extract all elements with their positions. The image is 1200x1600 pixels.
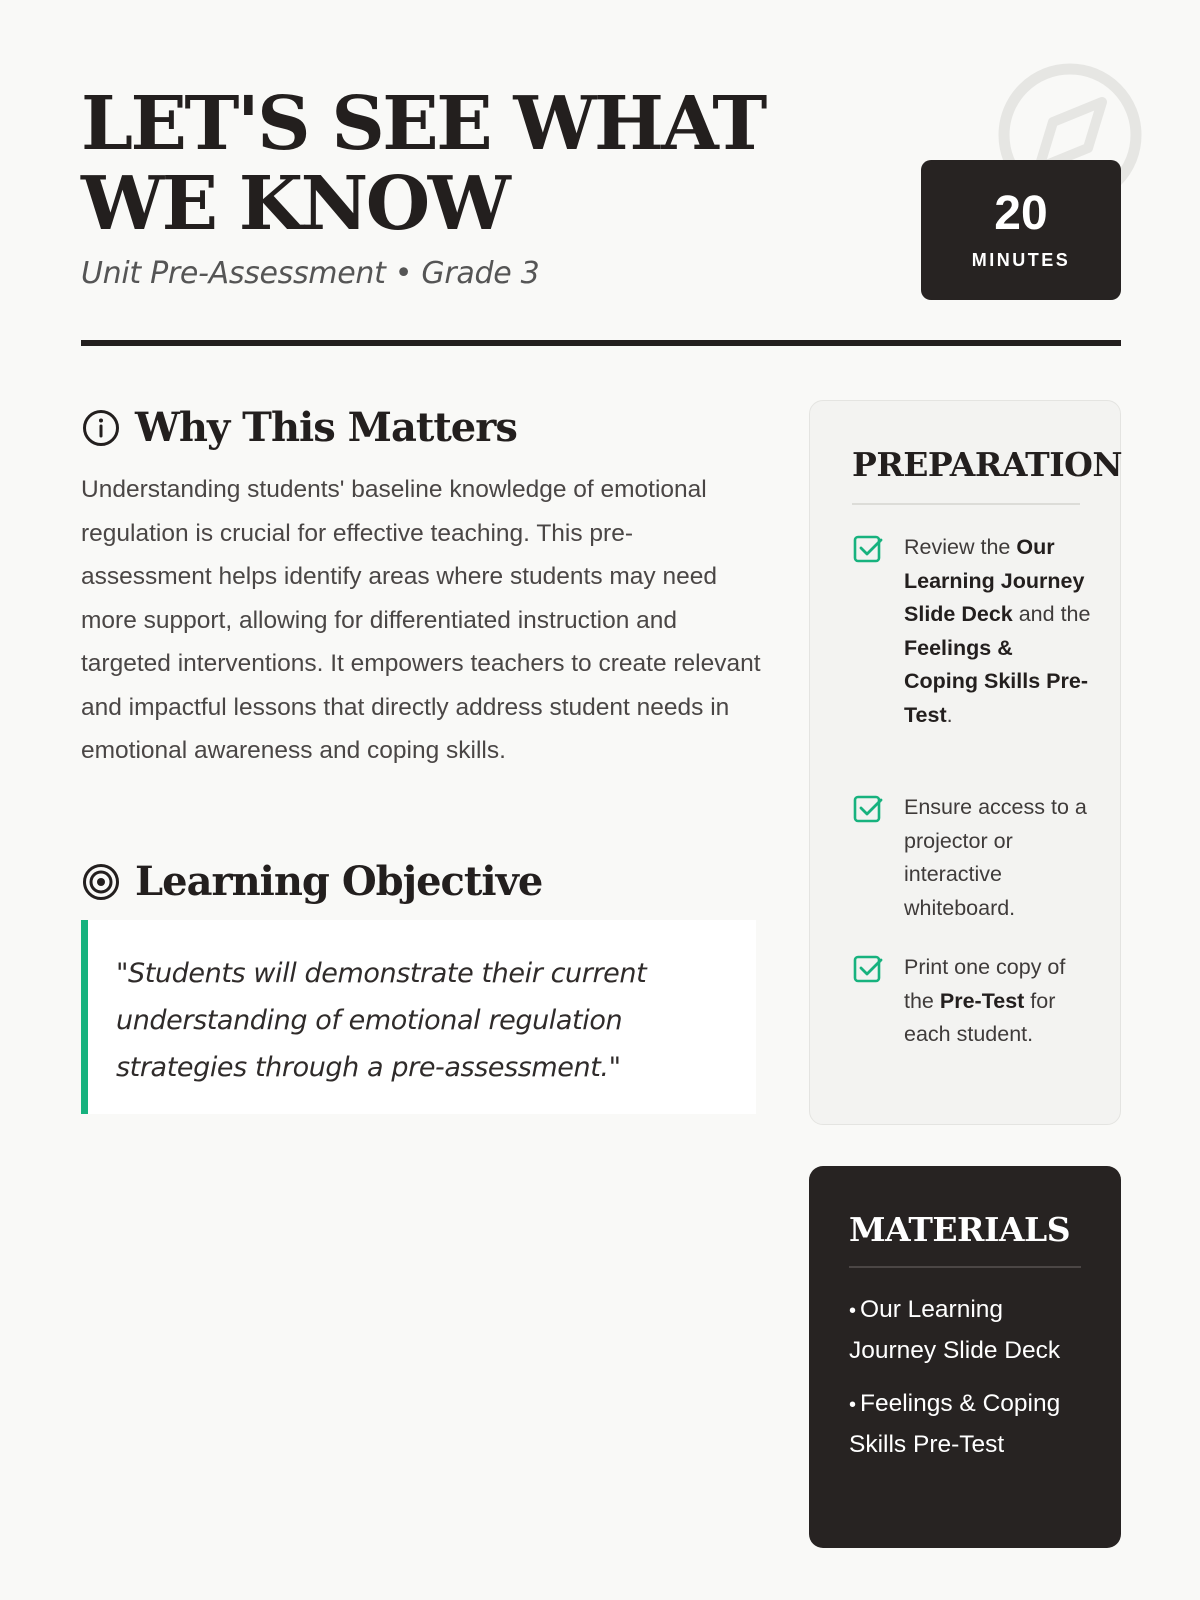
preparation-item-text [904,531,1092,732]
preparation-item-text [904,951,1092,1052]
preparation-item-highlight: Our Learning Journey Slide Deck [904,535,1085,626]
materials-item-text: Our Learning Journey Slide Deck [849,1296,1061,1364]
preparation-divider [852,503,1080,505]
checkbox-icon [852,793,884,825]
preparation-item-segment: and the [1012,602,1091,626]
materials-item-text: Feelings & Coping Skills Pre-Test [849,1390,1061,1458]
preparation-item-text [904,791,1092,925]
materials-card [809,1166,1121,1548]
checkbox-icon [852,533,884,565]
page-title: LET'S SEE WHAT WE KNOW [81,81,765,247]
materials-item [849,1384,1089,1465]
objective-quote-box [81,920,756,1114]
preparation-item [852,531,1092,732]
why-heading-row [81,404,517,451]
materials-divider [849,1266,1081,1268]
materials-title: MATERIALS [849,1210,1071,1249]
page-subtitle: Unit Pre-Assessment • Grade 3 [81,256,540,291]
objective-quote: "Students will demonstrate their current understanding of emotional regulation strategies through a pre-assessment." [116,958,647,1083]
duration-value: 20 [994,187,1048,240]
bullet-icon: • [849,1394,857,1416]
checkbox-icon [852,953,884,985]
materials-list [849,1290,1089,1478]
preparation-title: PREPARATION [852,445,1123,484]
duration-badge [921,160,1121,300]
objective-heading: Learning Objective [135,858,543,905]
preparation-item [852,791,1092,925]
materials-item [849,1290,1089,1371]
bullet-icon: • [849,1300,857,1322]
preparation-item-segment: for each student. [904,988,1056,1046]
why-heading: Why This Matters [135,404,517,451]
preparation-card [809,400,1121,1125]
preparation-item-segment: Ensure access to a projector or interactive whiteboard. [904,795,1087,920]
why-body: Understanding students' baseline knowledge of emotional regulation is crucial for effective teaching. This pre-assessment helps identify areas where students may need more support, allowing for differentiated instruction and targeted interventions. It empowers teachers to create relevant and impactful lessons that directly address student needs in emotional awareness and coping skills. [81,476,761,764]
lesson-page [81,0,1121,1600]
preparation-item-highlight: Feelings & Coping Skills Pre-Test [904,635,1088,727]
duration-unit: MINUTES [971,250,1071,270]
objective-heading-row [81,858,542,905]
preparation-item-highlight: Pre-Test [939,988,1025,1013]
preparation-item-segment: Review the [904,535,1017,559]
header-divider [81,340,1121,346]
target-icon [81,862,121,902]
preparation-item-segment: Print one copy of the [904,955,1066,1013]
preparation-item [852,951,1092,1052]
info-icon [81,408,121,448]
preparation-item-segment: . [946,702,953,727]
